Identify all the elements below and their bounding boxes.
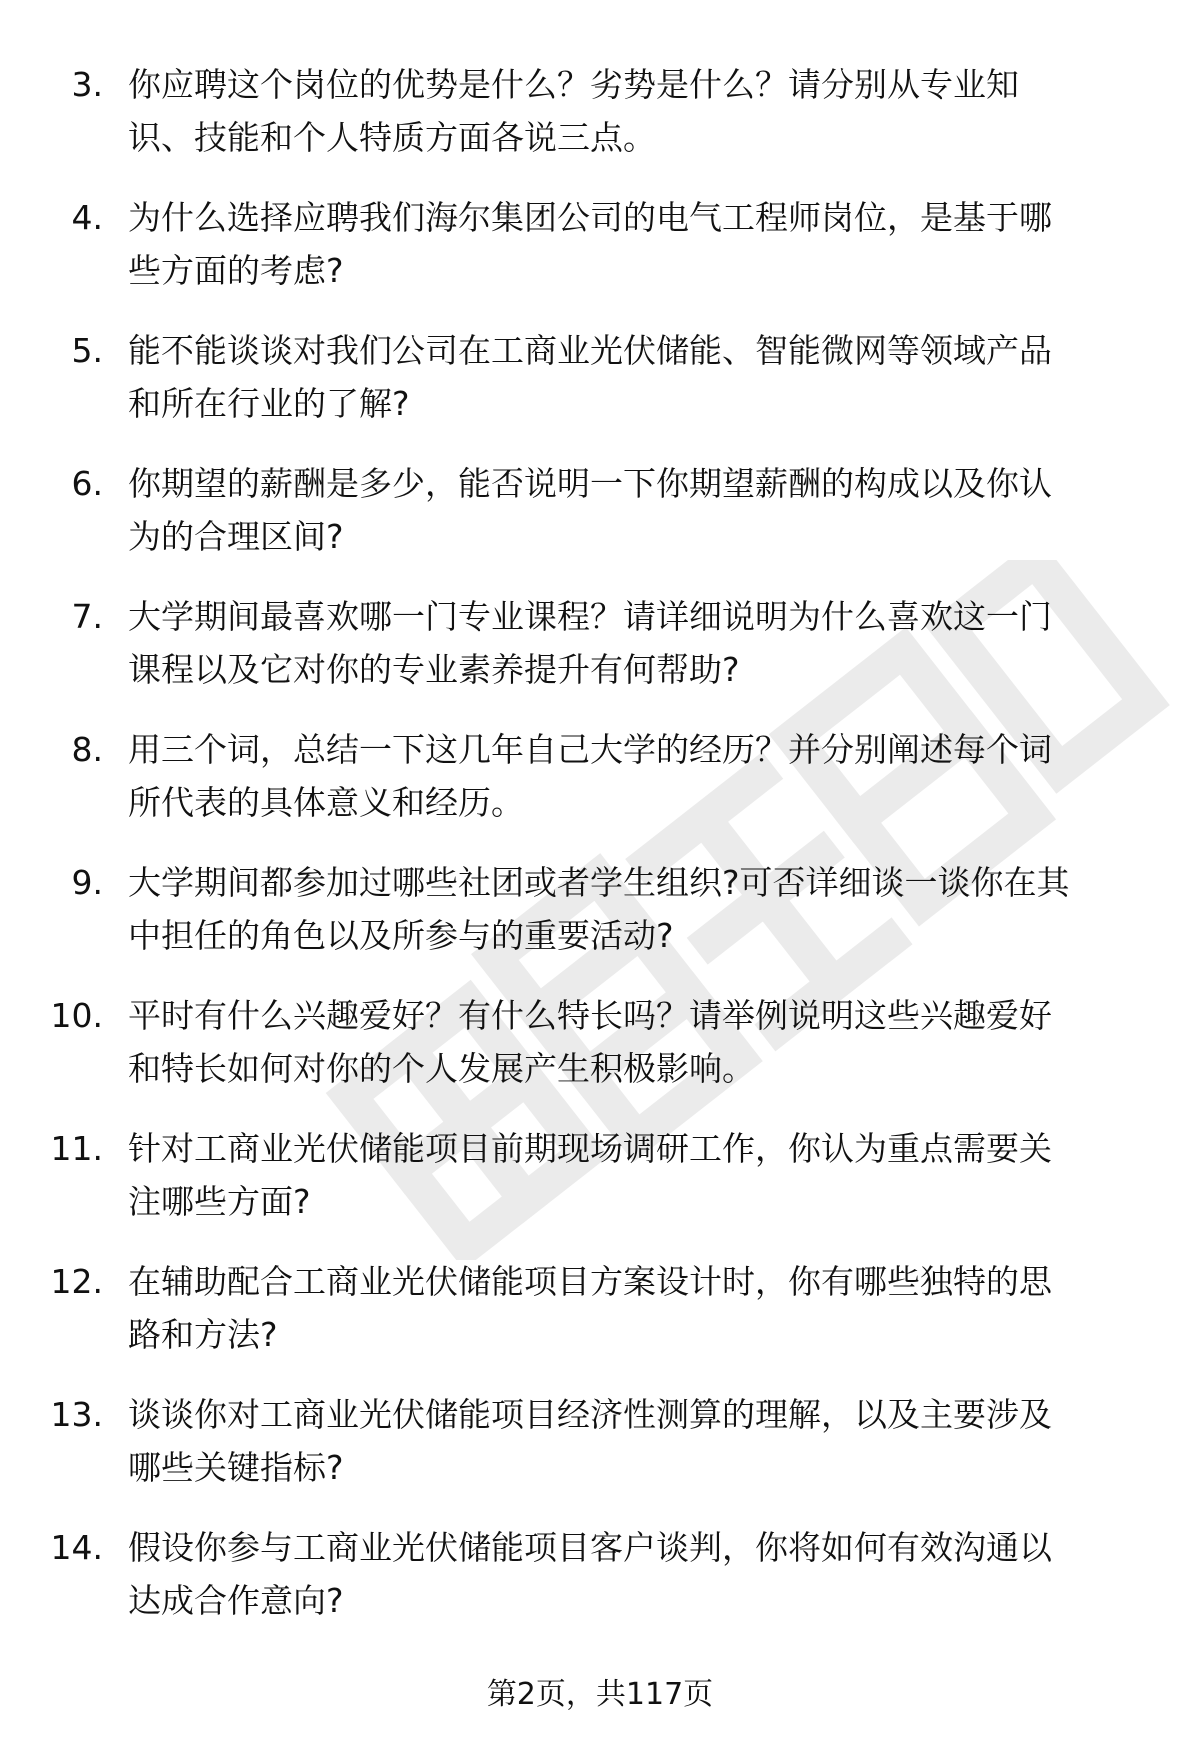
question-number: 12. <box>50 1262 103 1301</box>
question-text-line: 谈谈你对工商业光伏储能项目经济性测算的理解，以及主要涉及 <box>128 1395 1052 1434</box>
question-text-line: 识、技能和个人特质方面各说三点。 <box>128 118 656 157</box>
question-text <box>128 989 1173 1095</box>
question-text <box>128 58 1173 164</box>
question-text <box>128 1255 1173 1361</box>
question-number: 14. <box>50 1528 103 1567</box>
question-text-line: 平时有什么兴趣爱好？有什么特长吗？请举例说明这些兴趣爱好 <box>128 996 1052 1035</box>
question-text <box>128 1388 1173 1494</box>
question-item <box>0 1521 1200 1654</box>
question-number: 5. <box>71 331 103 370</box>
question-item <box>0 457 1200 590</box>
question-text-line: 大学期间最喜欢哪一门专业课程？请详细说明为什么喜欢这一门 <box>128 597 1052 636</box>
question-item <box>0 191 1200 324</box>
question-text-line: 为什么选择应聘我们海尔集团公司的电气工程师岗位，是基于哪 <box>128 198 1052 237</box>
page-footer: 第2页，共117页 <box>486 1677 714 1712</box>
question-text-line: 你应聘这个岗位的优势是什么？劣势是什么？请分别从专业知 <box>128 65 1019 104</box>
question-list <box>0 58 1200 1654</box>
question-text-line: 和所在行业的了解? <box>128 384 410 423</box>
question-text-line: 能不能谈谈对我们公司在工商业光伏储能、智能微网等领域产品 <box>128 331 1052 370</box>
question-item <box>0 324 1200 457</box>
question-text <box>128 1122 1173 1228</box>
question-number: 10. <box>50 996 103 1035</box>
question-text-line: 课程以及它对你的专业素养提升有何帮助? <box>128 650 740 689</box>
question-number: 9. <box>71 863 103 902</box>
question-text <box>128 1521 1173 1627</box>
question-text-line: 些方面的考虑? <box>128 251 344 290</box>
question-text <box>128 324 1173 430</box>
question-text-line: 为的合理区间? <box>128 517 344 556</box>
question-item <box>0 1122 1200 1255</box>
question-text-line: 假设你参与工商业光伏储能项目客户谈判，你将如何有效沟通以 <box>128 1528 1052 1567</box>
question-text-line: 路和方法? <box>128 1315 278 1354</box>
question-text-line: 注哪些方面? <box>128 1182 311 1221</box>
question-item <box>0 723 1200 856</box>
question-number: 7. <box>71 597 103 636</box>
question-text-line: 大学期间都参加过哪些社团或者学生组织?可否详细谈一谈你在其 <box>128 863 1070 902</box>
question-item <box>0 989 1200 1122</box>
question-text-line: 针对工商业光伏储能项目前期现场调研工作，你认为重点需要关 <box>128 1129 1052 1168</box>
question-text <box>128 723 1173 829</box>
question-text-line: 和特长如何对你的个人发展产生积极影响。 <box>128 1049 755 1088</box>
question-item <box>0 58 1200 191</box>
question-number: 4. <box>71 198 103 237</box>
question-text <box>128 457 1173 563</box>
question-number: 11. <box>50 1129 103 1168</box>
question-number: 6. <box>71 464 103 503</box>
question-number: 3. <box>71 65 103 104</box>
question-text <box>128 590 1173 696</box>
question-text-line: 所代表的具体意义和经历。 <box>128 783 524 822</box>
question-number: 8. <box>71 730 103 769</box>
question-text-line: 用三个词，总结一下这几年自己大学的经历？并分别阐述每个词 <box>128 730 1052 769</box>
question-text <box>128 191 1173 297</box>
question-text-line: 哪些关键指标? <box>128 1448 344 1487</box>
question-text-line: 中担任的角色以及所参与的重要活动? <box>128 916 674 955</box>
question-text <box>128 856 1173 962</box>
question-item <box>0 1255 1200 1388</box>
question-item <box>0 1388 1200 1521</box>
question-text-line: 在辅助配合工商业光伏储能项目方案设计时，你有哪些独特的思 <box>128 1262 1052 1301</box>
question-text-line: 你期望的薪酬是多少，能否说明一下你期望薪酬的构成以及你认 <box>128 464 1052 503</box>
question-text-line: 达成合作意向? <box>128 1581 344 1620</box>
question-item <box>0 856 1200 989</box>
question-item <box>0 590 1200 723</box>
question-number: 13. <box>50 1395 103 1434</box>
